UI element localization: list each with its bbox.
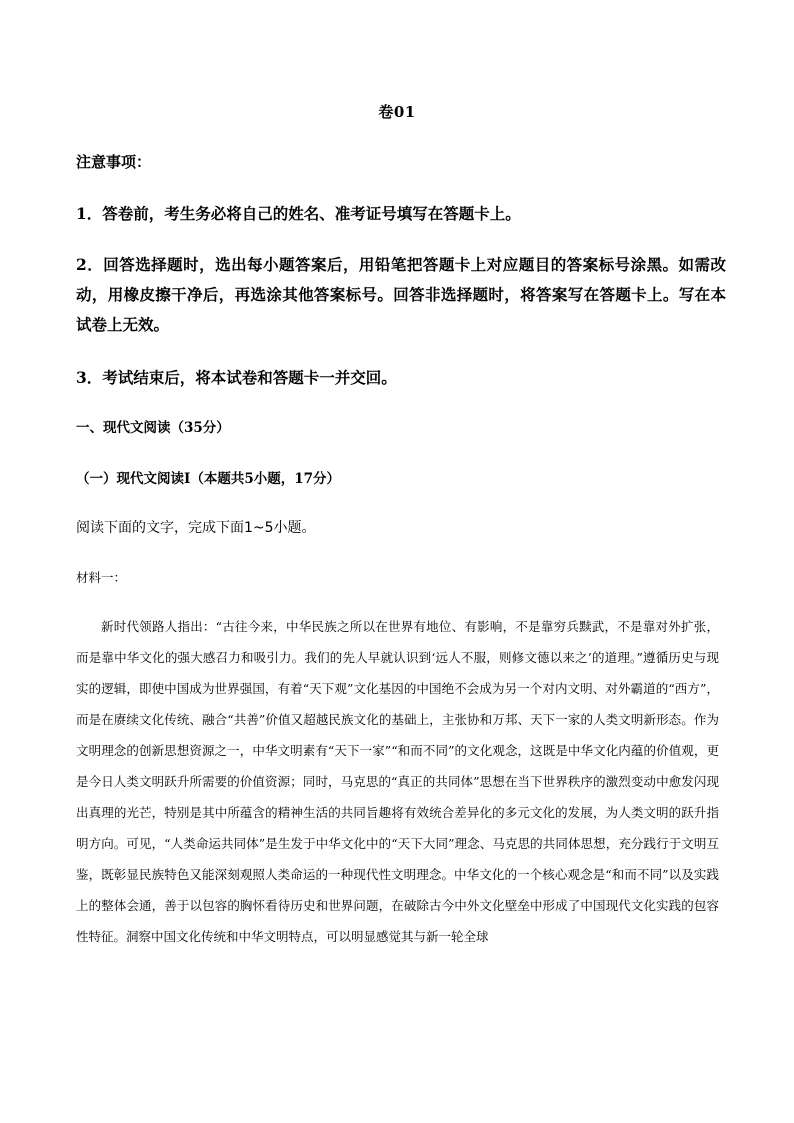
reading-instruction: 阅读下面的文字，完成下面1~5小题。 <box>76 520 316 536</box>
section-heading: 一、现代文阅读（35分） <box>76 420 230 436</box>
notice-item-2: 2．回答选择题时，选出每小题答案后，用铅笔把答题卡上对应题目的答案标号涂黑。如需改动，用橡皮擦干净后，再选涂其他答案标号。回答非选择题时，将答案写在答题卡上。写在本试卷上无效。 <box>76 255 726 334</box>
reading-passage: 新时代领路人指出：“古往今来，中华民族之所以在世界有地位、有影响，不是靠穷兵黩武，不是靠对外扩张，而是靠中华文化的强大感召力和吸引力。我们的先人早就认识到‘远人不服，则修文德以来之’的道理。”遵循历史与现实的逻辑，即使中国成为世界强国，有着“天下观”文化基因的中国绝不会成为另一个对内文明、对外霸道的“西方”，而是在赓续文化传统、融合“共善”价值又超越民族文化的基础上，主张协和万邦、天下一家的人类文明新形态。作为文明理念的创新思想资源之一，中华文明素有“天下一家”“和而不同”的文化观念，这既是中华文化内蕴的价值观，更是今日人类文明跃升所需要的价值资源；同时，马克思的“真正的共同体”思想在当下世界秩序的激烈变动中愈发闪现出真理的光芒，特别是其中所蕴含的精神生活的共同旨趣将有效统合差异化的多元文化的发展，为人类文明的跃升指明方向。可见，“人类命运共同体”是生发于中华文化中的“天下大同”理念、马克思的共同体思想，充分践行于文明互鉴，既彰显民族特色又能深刻观照人类命运的一种现代性文明理念。中华文化的一个核心观念是“和而不同”以及实践上的整体会通，善于以包容的胸怀看待历史和世界问题，在破除古今中外文化壁垒中形成了中国现代文化实践的包容性特征。洞察中国文化传统和中华文明特点，可以明显感觉其与新一轮全球 <box>76 619 719 944</box>
notice-item-1: 1．答卷前，考生务必将自己的姓名、准考证号填写在答题卡上。 <box>76 204 521 223</box>
notice-heading: 注意事项： <box>76 153 152 171</box>
notice-item-3: 3．考试结束后，将本试卷和答题卡一并交回。 <box>76 368 397 387</box>
subsection-heading: （一）现代文阅读I（本题共5小题，17分） <box>76 471 340 487</box>
material-label: 材料一： <box>76 570 127 585</box>
paper-title: 卷01 <box>378 103 416 121</box>
